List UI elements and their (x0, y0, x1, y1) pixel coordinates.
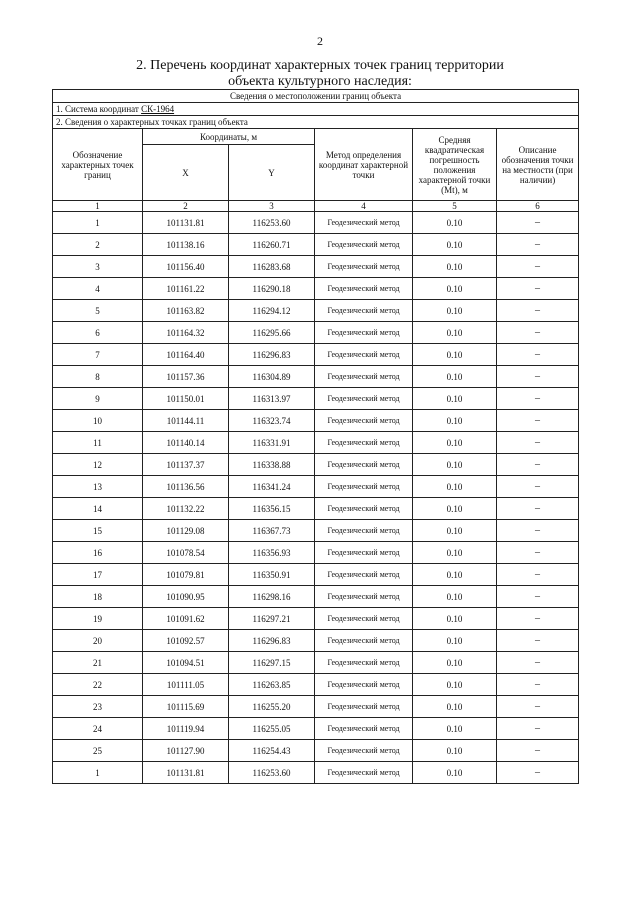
method-cell: Геодезический метод (315, 498, 413, 520)
error-cell: 0.10 (413, 608, 497, 630)
method-cell: Геодезический метод (315, 454, 413, 476)
description-cell: – (497, 454, 579, 476)
point-designation-cell: 21 (53, 652, 143, 674)
y-coordinate-cell: 116263.85 (229, 674, 315, 696)
point-designation-cell: 10 (53, 410, 143, 432)
point-designation-cell: 14 (53, 498, 143, 520)
y-coordinate-cell: 116304.89 (229, 366, 315, 388)
table-row (53, 278, 579, 300)
header-x: X (143, 145, 229, 201)
x-coordinate-cell: 101078.54 (143, 542, 229, 564)
y-coordinate-cell: 116298.16 (229, 586, 315, 608)
error-cell: 0.10 (413, 498, 497, 520)
point-designation-cell: 12 (53, 454, 143, 476)
y-coordinate-cell: 116323.74 (229, 410, 315, 432)
table-row (53, 652, 579, 674)
method-cell: Геодезический метод (315, 476, 413, 498)
method-cell: Геодезический метод (315, 388, 413, 410)
y-coordinate-cell: 116253.60 (229, 212, 315, 234)
method-cell: Геодезический метод (315, 608, 413, 630)
description-cell: – (497, 300, 579, 322)
error-cell: 0.10 (413, 432, 497, 454)
header-error: Средняя квадратическая погрешность положения характерной точки (Mt), м (413, 129, 497, 201)
x-coordinate-cell: 101127.90 (143, 740, 229, 762)
y-coordinate-cell: 116255.05 (229, 718, 315, 740)
error-cell: 0.10 (413, 322, 497, 344)
x-coordinate-cell: 101129.08 (143, 520, 229, 542)
error-cell: 0.10 (413, 454, 497, 476)
description-cell: – (497, 696, 579, 718)
description-cell: – (497, 322, 579, 344)
error-cell: 0.10 (413, 520, 497, 542)
header-point-designation: Обозначение характерных точек границ (53, 129, 143, 201)
point-designation-cell: 2 (53, 234, 143, 256)
point-designation-cell: 1 (53, 762, 143, 784)
description-cell: – (497, 388, 579, 410)
point-designation-cell: 9 (53, 388, 143, 410)
description-cell: – (497, 432, 579, 454)
point-designation-cell: 23 (53, 696, 143, 718)
x-coordinate-cell: 101111.05 (143, 674, 229, 696)
method-cell: Геодезический метод (315, 718, 413, 740)
error-cell: 0.10 (413, 388, 497, 410)
y-coordinate-cell: 116253.60 (229, 762, 315, 784)
description-cell: – (497, 762, 579, 784)
description-cell: – (497, 256, 579, 278)
x-coordinate-cell: 101144.11 (143, 410, 229, 432)
page-number: 2 (317, 34, 323, 48)
method-cell: Геодезический метод (315, 696, 413, 718)
point-designation-cell: 18 (53, 586, 143, 608)
table-row (53, 432, 579, 454)
error-cell: 0.10 (413, 740, 497, 762)
table-row (53, 410, 579, 432)
title-line-1: 2. Перечень координат характерных точек границ территории (136, 58, 504, 73)
method-cell: Геодезический метод (315, 344, 413, 366)
header-description: Описание обозначения точки на местности (при наличии) (497, 129, 579, 201)
table-row (53, 542, 579, 564)
description-cell: – (497, 212, 579, 234)
error-cell: 0.10 (413, 652, 497, 674)
x-coordinate-cell: 101115.69 (143, 696, 229, 718)
method-cell: Геодезический метод (315, 212, 413, 234)
method-cell: Геодезический метод (315, 322, 413, 344)
description-cell: – (497, 718, 579, 740)
x-coordinate-cell: 101157.36 (143, 366, 229, 388)
y-coordinate-cell: 116296.83 (229, 630, 315, 652)
error-cell: 0.10 (413, 300, 497, 322)
y-coordinate-cell: 116296.83 (229, 344, 315, 366)
x-coordinate-cell: 101140.14 (143, 432, 229, 454)
method-cell: Геодезический метод (315, 520, 413, 542)
description-cell: – (497, 608, 579, 630)
column-number: 6 (497, 201, 579, 212)
error-cell: 0.10 (413, 366, 497, 388)
description-cell: – (497, 630, 579, 652)
method-cell: Геодезический метод (315, 432, 413, 454)
description-cell: – (497, 564, 579, 586)
point-designation-cell: 19 (53, 608, 143, 630)
column-number: 2 (143, 201, 229, 212)
description-cell: – (497, 278, 579, 300)
x-coordinate-cell: 101132.22 (143, 498, 229, 520)
point-designation-cell: 8 (53, 366, 143, 388)
point-designation-cell: 11 (53, 432, 143, 454)
point-designation-cell: 24 (53, 718, 143, 740)
description-cell: – (497, 586, 579, 608)
x-coordinate-cell: 101131.81 (143, 212, 229, 234)
method-cell: Геодезический метод (315, 366, 413, 388)
method-cell: Геодезический метод (315, 652, 413, 674)
error-cell: 0.10 (413, 674, 497, 696)
column-number: 1 (53, 201, 143, 212)
point-designation-cell: 7 (53, 344, 143, 366)
y-coordinate-cell: 116356.93 (229, 542, 315, 564)
method-cell: Геодезический метод (315, 542, 413, 564)
error-cell: 0.10 (413, 718, 497, 740)
method-cell: Геодезический метод (315, 300, 413, 322)
error-cell: 0.10 (413, 696, 497, 718)
y-coordinate-cell: 116297.21 (229, 608, 315, 630)
method-cell: Геодезический метод (315, 256, 413, 278)
x-coordinate-cell: 101131.81 (143, 762, 229, 784)
table-row (53, 344, 579, 366)
table-row (53, 476, 579, 498)
column-number: 5 (413, 201, 497, 212)
x-coordinate-cell: 101161.22 (143, 278, 229, 300)
x-coordinate-cell: 101156.40 (143, 256, 229, 278)
description-cell: – (497, 344, 579, 366)
table-row (53, 586, 579, 608)
method-cell: Геодезический метод (315, 278, 413, 300)
points-header: 2. Сведения о характерных точках границ объекта (53, 116, 579, 129)
x-coordinate-cell: 101136.56 (143, 476, 229, 498)
error-cell: 0.10 (413, 410, 497, 432)
coordinate-system-row (53, 103, 579, 116)
x-coordinate-cell: 101094.51 (143, 652, 229, 674)
y-coordinate-cell: 116356.15 (229, 498, 315, 520)
error-cell: 0.10 (413, 212, 497, 234)
y-coordinate-cell: 116255.20 (229, 696, 315, 718)
header-coordinates: Координаты, м (143, 129, 315, 145)
table-row (53, 608, 579, 630)
table-row (53, 498, 579, 520)
table-row (53, 322, 579, 344)
error-cell: 0.10 (413, 762, 497, 784)
point-designation-cell: 13 (53, 476, 143, 498)
description-cell: – (497, 542, 579, 564)
y-coordinate-cell: 116350.91 (229, 564, 315, 586)
y-coordinate-cell: 116283.68 (229, 256, 315, 278)
description-cell: – (497, 234, 579, 256)
error-cell: 0.10 (413, 234, 497, 256)
x-coordinate-cell: 101090.95 (143, 586, 229, 608)
method-cell: Геодезический метод (315, 762, 413, 784)
y-coordinate-cell: 116338.88 (229, 454, 315, 476)
error-cell: 0.10 (413, 344, 497, 366)
y-coordinate-cell: 116341.24 (229, 476, 315, 498)
point-designation-cell: 5 (53, 300, 143, 322)
coordinate-system-label: 1. Система координат (56, 104, 142, 114)
page-title (100, 58, 540, 90)
y-coordinate-cell: 116254.43 (229, 740, 315, 762)
x-coordinate-cell: 101079.81 (143, 564, 229, 586)
table-row (53, 388, 579, 410)
x-coordinate-cell: 101138.16 (143, 234, 229, 256)
description-cell: – (497, 674, 579, 696)
table-row (53, 718, 579, 740)
y-coordinate-cell: 116260.71 (229, 234, 315, 256)
table-row (53, 696, 579, 718)
description-cell: – (497, 652, 579, 674)
error-cell: 0.10 (413, 630, 497, 652)
header-y: Y (229, 145, 315, 201)
x-coordinate-cell: 101164.32 (143, 322, 229, 344)
error-cell: 0.10 (413, 542, 497, 564)
y-coordinate-cell: 116313.97 (229, 388, 315, 410)
method-cell: Геодезический метод (315, 410, 413, 432)
table-row (53, 740, 579, 762)
point-designation-cell: 16 (53, 542, 143, 564)
point-designation-cell: 22 (53, 674, 143, 696)
x-coordinate-cell: 101092.57 (143, 630, 229, 652)
y-coordinate-cell: 116367.73 (229, 520, 315, 542)
point-designation-cell: 3 (53, 256, 143, 278)
method-cell: Геодезический метод (315, 564, 413, 586)
description-cell: – (497, 366, 579, 388)
table-row (53, 300, 579, 322)
title-line-2: объекта культурного наследия: (228, 74, 412, 89)
x-coordinate-cell: 101119.94 (143, 718, 229, 740)
description-cell: – (497, 476, 579, 498)
coordinate-system-value: СК-1964 (141, 104, 175, 114)
description-cell: – (497, 410, 579, 432)
error-cell: 0.10 (413, 256, 497, 278)
table-row (53, 762, 579, 784)
description-cell: – (497, 498, 579, 520)
y-coordinate-cell: 116331.91 (229, 432, 315, 454)
x-coordinate-cell: 101164.40 (143, 344, 229, 366)
description-cell: – (497, 520, 579, 542)
x-coordinate-cell: 101150.01 (143, 388, 229, 410)
method-cell: Геодезический метод (315, 740, 413, 762)
point-designation-cell: 15 (53, 520, 143, 542)
error-cell: 0.10 (413, 586, 497, 608)
column-number: 4 (315, 201, 413, 212)
section-header: Сведения о местоположении границ объекта (53, 90, 579, 103)
description-cell: – (497, 740, 579, 762)
x-coordinate-cell: 101137.37 (143, 454, 229, 476)
point-designation-cell: 20 (53, 630, 143, 652)
method-cell: Геодезический метод (315, 630, 413, 652)
y-coordinate-cell: 116294.12 (229, 300, 315, 322)
point-designation-cell: 25 (53, 740, 143, 762)
table-row (53, 212, 579, 234)
point-designation-cell: 1 (53, 212, 143, 234)
table-row (53, 564, 579, 586)
table-row (53, 674, 579, 696)
point-designation-cell: 4 (53, 278, 143, 300)
method-cell: Геодезический метод (315, 586, 413, 608)
error-cell: 0.10 (413, 476, 497, 498)
header-method: Метод определения координат характерной точки (315, 129, 413, 201)
table-row (53, 256, 579, 278)
x-coordinate-cell: 101163.82 (143, 300, 229, 322)
method-cell: Геодезический метод (315, 234, 413, 256)
method-cell: Геодезический метод (315, 674, 413, 696)
table-row (53, 366, 579, 388)
y-coordinate-cell: 116297.15 (229, 652, 315, 674)
table-row (53, 234, 579, 256)
column-number: 3 (229, 201, 315, 212)
point-designation-cell: 17 (53, 564, 143, 586)
point-designation-cell: 6 (53, 322, 143, 344)
error-cell: 0.10 (413, 278, 497, 300)
table-row (53, 630, 579, 652)
table-row (53, 520, 579, 542)
error-cell: 0.10 (413, 564, 497, 586)
y-coordinate-cell: 116290.18 (229, 278, 315, 300)
coordinates-table (52, 89, 579, 784)
table-row (53, 454, 579, 476)
x-coordinate-cell: 101091.62 (143, 608, 229, 630)
y-coordinate-cell: 116295.66 (229, 322, 315, 344)
